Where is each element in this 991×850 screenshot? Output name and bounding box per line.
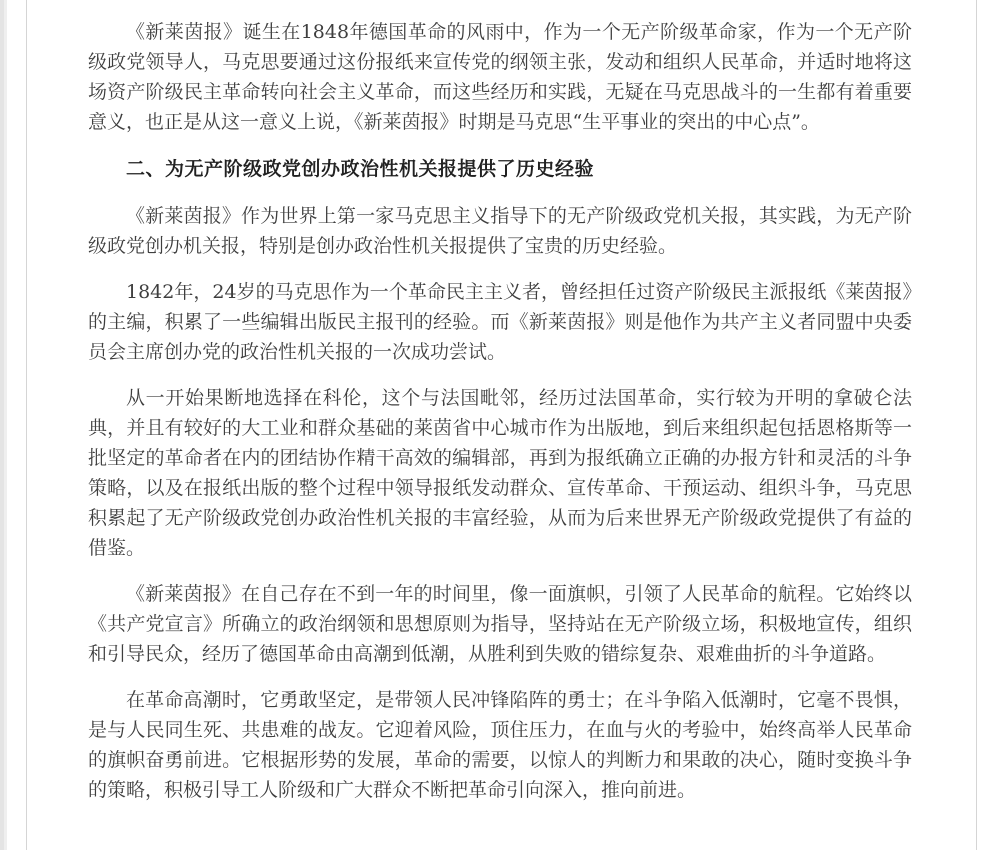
- paragraph-first-party-organ: 《新莱茵报》作为世界上第一家马克思主义指导下的无产阶级政党机关报，其实践，为无产阶级政党创办机关报，特别是创办政治性机关报提供了宝贵的历史经验。: [88, 205, 912, 257]
- window-edge-strip: [0, 0, 7, 850]
- paragraph-1842-marx-editor: 1842年，24岁的马克思作为一个革命民主主义者，曾经担任过资产阶级民主派报纸《莱茵报》的主编，积累了一些编辑出版民主报刊的经验。而《新莱茵报》则是他作为共产主义者同盟中央委员会主席创办党的政治性机关报的一次成功尝试。: [88, 281, 912, 363]
- section-heading-historical-experience: 二、为无产阶级政党创办政治性机关报提供了历史经验: [126, 158, 595, 180]
- document-page: [26, 0, 977, 850]
- paragraph-banner-of-revolution: 《新莱茵报》在自己存在不到一年的时间里，像一面旗帜，引领了人民革命的航程。它始终以《共产党宣言》所确立的政治纲领和思想原则为指导，坚持站在无产阶级立场，积极地宣传，组织和引导民众，经历了德国革命由高潮到低潮，从胜利到失败的错综复杂、艰难曲折的斗争道路。: [88, 583, 912, 665]
- paragraph-high-tide-low-tide: 在革命高潮时，它勇敢坚定，是带领人民冲锋陷阵的勇士；在斗争陷入低潮时，它毫不畏惧，是与人民同生死、共患难的战友。它迎着风险，顶住压力，在血与火的考验中，始终高举人民革命的旗帜奋勇前进。它根据形势的发展，革命的需要，以惊人的判断力和果敢的决心，随时变换斗争的策略，积极引导工人阶级和广大群众不断把革命引向深入，推向前进。: [88, 689, 912, 801]
- paragraph-cologne-publishing: 从一开始果断地选择在科伦，这个与法国毗邻，经历过法国革命，实行较为开明的拿破仑法典，并且有较好的大工业和群众基础的莱茵省中心城市作为出版地，到后来组织起包括恩格斯等一批坚定的革命者在内的团结协作精干高效的编辑部，再到为报纸确立正确的办报方针和灵活的斗争策略，以及在报纸出版的整个过程中领导报纸发动群众、宣传革命、干预运动、组织斗争，马克思积累起了无产阶级政党创办政治性机关报的丰富经验，从而为后来世界无产阶级政党提供了有益的借鉴。: [88, 387, 912, 559]
- paragraph-marx-newspaper-intro: 《新莱茵报》诞生在1848年德国革命的风雨中，作为一个无产阶级革命家，作为一个无产阶级政党领导人，马克思要通过这份报纸来宣传党的纲领主张，发动和组织人民革命，并适时地将这场资产阶级民主革命转向社会主义革命，而这些经历和实践，无疑在马克思战斗的一生都有着重要意义，也正是从这一意义上说，《新莱茵报》时期是马克思“生平事业的突出的中心点”。: [88, 21, 912, 133]
- article-body: [27, 0, 976, 850]
